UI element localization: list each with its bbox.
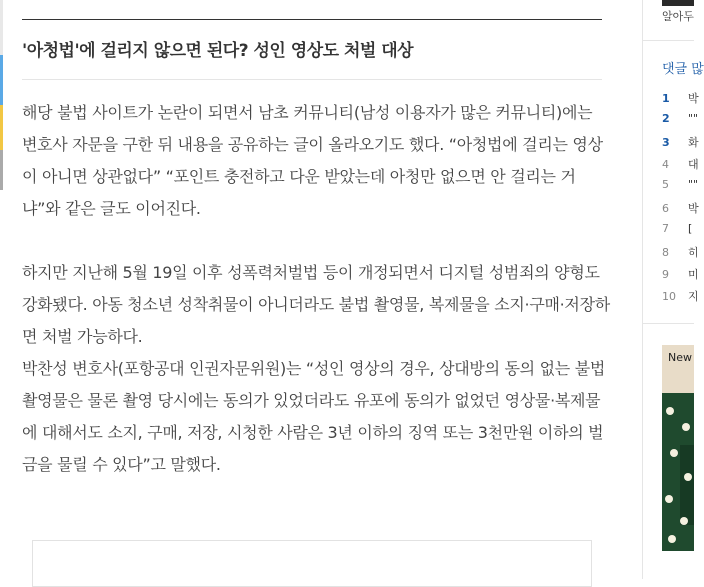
article-paragraph-2: 하지만 지난해 5월 19일 이후 성폭력처벌법 등이 개정되면서 디지털 성범죄의 양형도 강화됐다. 아동 청소년 성착취물이 아니더라도 불법 촬영물, 복제물을 소지·구매·저장하면 처벌 가능하다. [22,263,610,346]
top-divider [22,19,602,20]
rank-item[interactable] [662,266,699,288]
rank-number: 10 [662,290,676,303]
rank-number: 4 [662,158,669,171]
left-color-strip [0,0,3,579]
rank-number: 3 [662,136,670,149]
most-commented-list [662,90,699,310]
rank-title[interactable]: 대 [688,158,699,171]
rank-number: 5 [662,178,669,191]
flower-pattern-icon [666,407,674,415]
sidebar-divider-top [642,40,694,41]
article-paragraph-1: 해당 불법 사이트가 논란이 되면서 남초 커뮤니티(남성 이용자가 많은 커뮤니티)에는 변호사 자문을 구한 뒤 내용을 공유하는 글이 올라오기도 했다. “아청법에 걸리는 영상이 아니면 상관없다” “포인트 충전하고 다운 받았는데 아청만 없으면 안 걸리는 거냐”와 같은 글도 이어진다. [22,103,603,218]
sidebar-divider-bottom [642,323,694,324]
sidebar-divider [642,0,643,579]
rank-number: 1 [662,92,670,105]
rank-item[interactable] [662,222,699,244]
rank-title[interactable]: 지 [688,290,699,303]
article-subheading: '아청법'에 걸리지 않으면 된다? 성인 영상도 처벌 대상 [22,41,414,61]
most-commented-title[interactable]: 댓글 많 [662,62,704,77]
flower-pattern-icon [684,473,692,481]
flower-pattern-icon [680,517,688,525]
flower-pattern-icon [670,449,678,457]
rank-title[interactable]: 미 [688,268,699,281]
rank-item[interactable] [662,134,699,156]
rank-title[interactable]: 박 [688,202,699,215]
rank-item[interactable] [662,156,699,178]
rank-number: 6 [662,202,669,215]
flower-pattern-icon [682,423,690,431]
ad-image-sleeve [680,445,694,525]
rank-item[interactable] [662,288,699,310]
rank-number: 2 [662,112,670,125]
ad-image-text: New [668,351,692,364]
rank-title[interactable]: "" [688,178,699,191]
rank-item[interactable] [662,244,699,266]
rank-title[interactable]: 화 [688,136,699,149]
flower-pattern-icon [668,535,676,543]
inline-ad-box[interactable] [32,540,592,587]
rank-number: 8 [662,246,669,259]
rank-title[interactable]: 박 [688,92,699,105]
rank-item[interactable] [662,112,699,134]
sidebar-thumbnail-caption[interactable]: 알아두 [662,10,694,23]
rank-item[interactable] [662,90,699,112]
sidebar-thumbnail[interactable] [662,0,694,6]
subheading-divider [22,79,602,80]
rank-title[interactable]: "" [688,112,699,125]
flower-pattern-icon [665,495,673,503]
rank-item[interactable] [662,200,699,222]
rank-number: 7 [662,222,669,235]
rank-number: 9 [662,268,669,281]
rank-item[interactable] [662,178,699,200]
article-paragraph-3: 박찬성 변호사(포항공대 인권자문위원)는 “성인 영상의 경우, 상대방의 동의 없는 불법 촬영물은 물론 촬영 당시에는 동의가 있었더라도 유포에 동의가 없었던 영상물·복제물에 대해서도 소지, 구매, 저장, 시청한 사람은 3년 이하의 징역 또는 3천만원 이하의 벌금을 물릴 수 있다”고 말했다. [22,359,606,474]
rank-title[interactable]: [ [688,222,693,235]
sidebar-ad-image[interactable] [662,345,694,551]
rank-title[interactable]: 히 [688,246,699,259]
